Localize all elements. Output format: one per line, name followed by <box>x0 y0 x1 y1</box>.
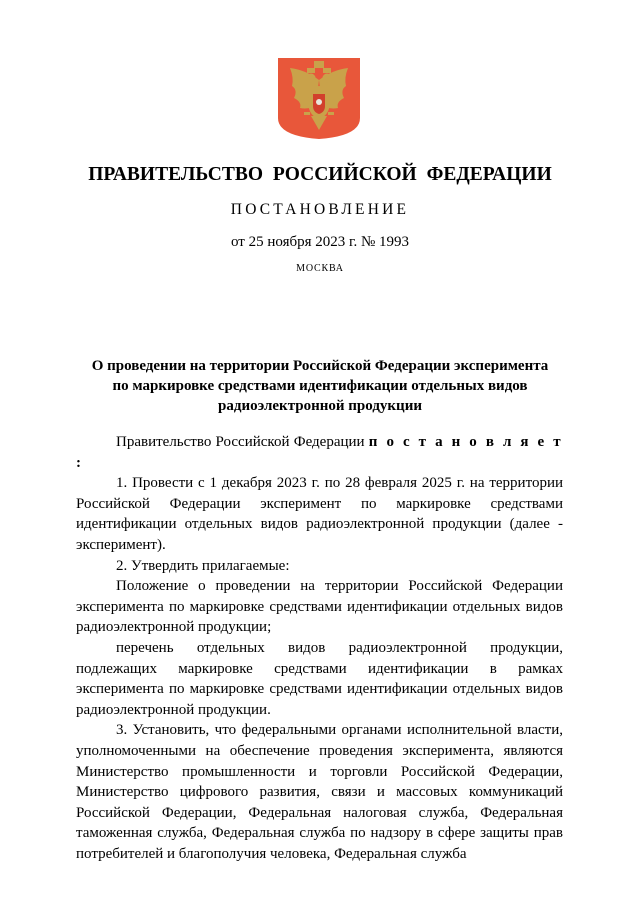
paragraph-2: 2. Утвердить прилагаемые: <box>116 557 290 574</box>
resolves-word: п о с т а н о в л я е т : <box>76 434 563 471</box>
subject-line: радиоэлектронной продукции <box>218 398 422 414</box>
paragraph-3: Положение о проведении на территории Российской Федерации эксперимента по маркировке средствами идентификации отдельных видов радиоэлектронной продукции; <box>76 578 563 636</box>
document-type: ПОСТАНОВЛЕНИЕ <box>230 201 410 218</box>
document-subject <box>70 356 570 416</box>
paragraph-5: 3. Установить, что федеральными органами исполнительной власти, уполномоченными на обеспечение проведения эксперимента, являются Министерство промышленности и торговли Российской Федерации, Министерство цифрового развития, связи и массовых коммуникаций Российской Федерации, Федеральная налоговая служба, Федеральная таможенная служба, Федеральная служба по надзору в сфере защиты прав потребителей и благополучия человека, Федеральная служба <box>76 722 563 862</box>
page-title: ПРАВИТЕЛЬСТВО РОССИЙСКОЙ ФЕДЕРАЦИИ <box>88 164 552 185</box>
subject-line: О проведении на территории Российской Федерации эксперимента <box>91 358 549 374</box>
document-body <box>76 432 563 864</box>
intro-text: Правительство Российской Федерации <box>116 434 369 450</box>
document-date-number: от 25 ноября 2023 г. № 1993 <box>230 234 410 250</box>
subject-line: по маркировке средствами идентификации отдельных видов <box>112 378 528 394</box>
paragraph-1: 1. Провести с 1 декабря 2023 г. по 28 февраля 2025 г. на территории Российской Федерации эксперимент по маркировке средствами идентификации отдельных видов радиоэлектронной продукции (далее - эксперимент). <box>76 475 563 553</box>
russian-coat-of-arms-icon <box>276 56 362 140</box>
document-city: МОСКВА <box>296 263 344 274</box>
intro-paragraph <box>76 432 563 473</box>
paragraph-4: перечень отдельных видов радиоэлектронной продукции, подлежащих маркировке средствами идентификации в рамках эксперимента по маркировке средствами идентификации отдельных видов радиоэлектронной продукции. <box>76 639 563 718</box>
